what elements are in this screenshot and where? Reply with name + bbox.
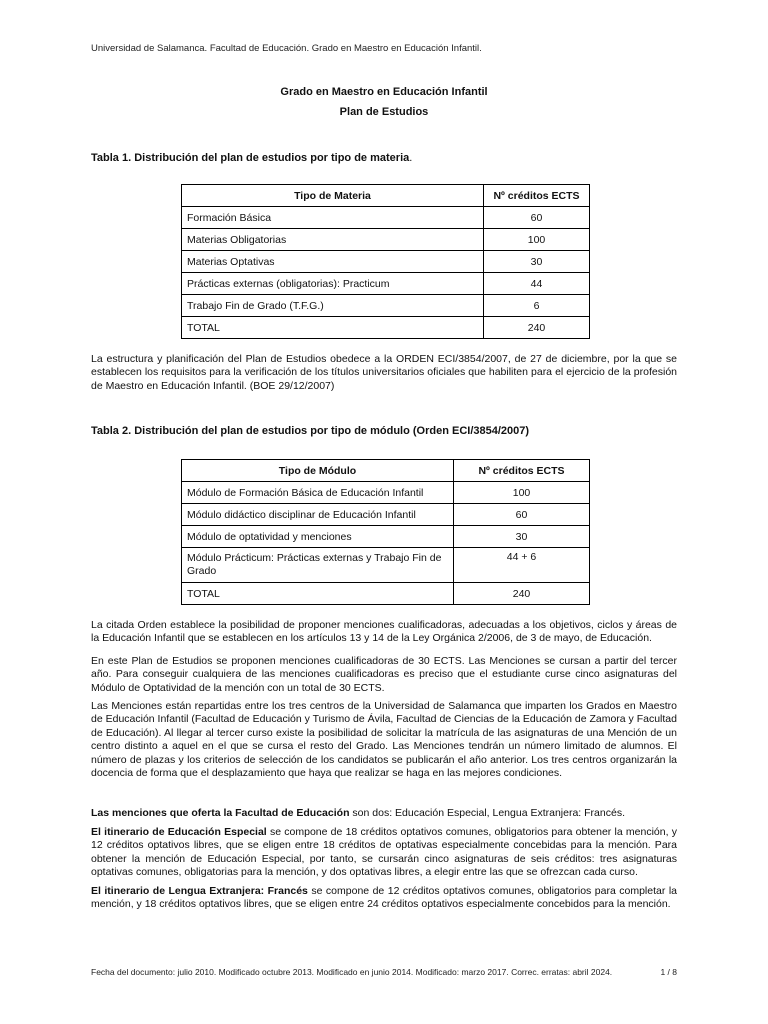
paragraph-menciones-ects: En este Plan de Estudios se proponen menciones cualificadoras de 30 ECTS. Las Menciones se cursan a partir del tercer año. Para conseguir cualquiera de las menciones cualificadoras es preciso que el estudiante curse cinco asignaturas del Módulo de Optatividad de la mención con un total de 30 ECTS. [91,655,677,694]
table-row [182,229,590,251]
table-cell: 100 [454,482,590,504]
table-cell: Módulo de optatividad y menciones [182,526,454,548]
paragraph-orden: La estructura y planificación del Plan de Estudios obedece a la ORDEN ECI/3854/2007, de 27 de diciembre, por la que se establecen los requisitos para la verificación de los títulos universitarios oficiales que habiliten para el ejercicio de la profesión de Maestro en Educación Infantil. (BOE 29/12/2007) [91,353,677,392]
table-cell: Trabajo Fin de Grado (T.F.G.) [182,295,484,317]
table-cell: Materias Obligatorias [182,229,484,251]
table-cell: TOTAL [182,583,454,605]
table-cell: Módulo de Formación Básica de Educación Infantil [182,482,454,504]
bold-lead: Las menciones que oferta la Facultad de Educación [91,807,350,819]
document-title: Grado en Maestro en Educación Infantil [280,86,488,98]
bold-lead: El itinerario de Educación Especial [91,826,267,838]
table-cell: 30 [484,251,590,273]
table-row [182,548,590,583]
table-cell: 100 [484,229,590,251]
table-row [182,273,590,295]
footer-dates: Fecha del documento: julio 2010. Modificado octubre 2013. Modificado en junio 2014. Modificado: marzo 2017. Correc. erratas: abril 2024. [91,967,613,977]
paragraph-menciones-intro: La citada Orden establece la posibilidad de proponer menciones cualificadoras, adecuadas a los objetivos, ciclos y áreas de la Educación Infantil que se establecen en los artículos 13 y 14 de la Ley Orgánica 2/2006, de 3 de mayo, de Educación. [91,619,677,645]
page-footer [91,967,677,977]
table-cell: 60 [484,207,590,229]
paragraph-menciones-centros: Las Menciones están repartidas entre los tres centros de la Universidad de Salamanca que imparten los Grados en Maestro de Educación Infantil (Facultad de Educación y Turismo de Ávila, Facultad de Ciencias de la Educación de Zamora y Facultad de Educación). Al llegar al tercer curso existe la posibilidad de solicitar la matrícula de las asignaturas de una Mención de un centro distinto a aquel en el que se cursa el resto del Grado. Las Menciones tendrán un número limitado de alumnos. El número de plazas y los criterios de selección de los candidatos se publicarán el año anterior. Los tres centros organizarán la docencia de forma que el desplazamiento que haya que realizar se haga en las mejores condiciones. [91,700,677,780]
table1-caption-end: . [409,152,413,164]
table-header-cell: Nº créditos ECTS [454,460,590,482]
table-row [182,207,590,229]
paragraph-rest: son dos: Educación Especial, Lengua Extranjera: Francés. [349,807,625,819]
table-header-cell: Tipo de Materia [182,185,484,207]
table-row [182,504,590,526]
table-cell: Módulo didáctico disciplinar de Educación Infantil [182,504,454,526]
table1-caption-text: Tabla 1. Distribución del plan de estudios por tipo de materia [91,152,410,164]
paragraph-menciones-facultad [91,807,677,820]
table-row [182,526,590,548]
table-cell: Formación Básica [182,207,484,229]
table-cell: 44 [484,273,590,295]
table-header-row [182,460,590,482]
table-cell: 240 [454,583,590,605]
table-row [182,295,590,317]
table-cell: TOTAL [182,317,484,339]
table-cell: Módulo Prácticum: Prácticas externas y Trabajo Fin de Grado [182,548,454,583]
table-cell: 30 [454,526,590,548]
table-row [182,317,590,339]
table-row [182,482,590,504]
page-number: 1 / 8 [660,967,677,977]
table-row [182,251,590,273]
table-header-row [182,185,590,207]
table2-caption: Tabla 2. Distribución del plan de estudios por tipo de módulo (Orden ECI/3854/2007) [91,425,530,437]
table-row [182,583,590,605]
paragraph-rest: se compone de 18 créditos optativos comunes, obligatorios para obtener la mención, y 12 créditos optativos libres, que se eligen entre 18 créditos de optativas especialmente concebidas para la mención. Para obtener la mención de Educación Especial, por tanto, se cursarán cinco asignaturas de seis créditos: tres asignaturas optativas comunes, obligatorias para la mención, y dos optativas libres, a elegir entre las que se ofrezcan cada curso. [91,826,677,879]
table-cell: Materias Optativas [182,251,484,273]
running-header: Universidad de Salamanca. Facultad de Educación. Grado en Maestro en Educación Infantil. [91,43,482,54]
paragraph-itinerario-especial [91,826,677,880]
table1-caption [91,152,412,164]
table-cell: 60 [454,504,590,526]
bold-lead: El itinerario de Lengua Extranjera: Francés [91,885,308,897]
table-cell: Prácticas externas (obligatorias): Practicum [182,273,484,295]
table2-modulo [181,459,590,605]
table-cell: 240 [484,317,590,339]
table-cell: 44 + 6 [454,548,590,583]
table-cell: 6 [484,295,590,317]
table-header-cell: Tipo de Módulo [182,460,454,482]
table-header-cell: Nº créditos ECTS [484,185,590,207]
paragraph-rest: se compone de 12 créditos optativos comunes, obligatorios para completar la mención, y 18 créditos optativos libres, que se eligen entre 24 créditos optativos especialmente concebidos para la mención. [91,885,677,911]
table1-materia [181,184,590,339]
document-subtitle: Plan de Estudios [339,106,429,118]
paragraph-itinerario-frances [91,885,677,912]
